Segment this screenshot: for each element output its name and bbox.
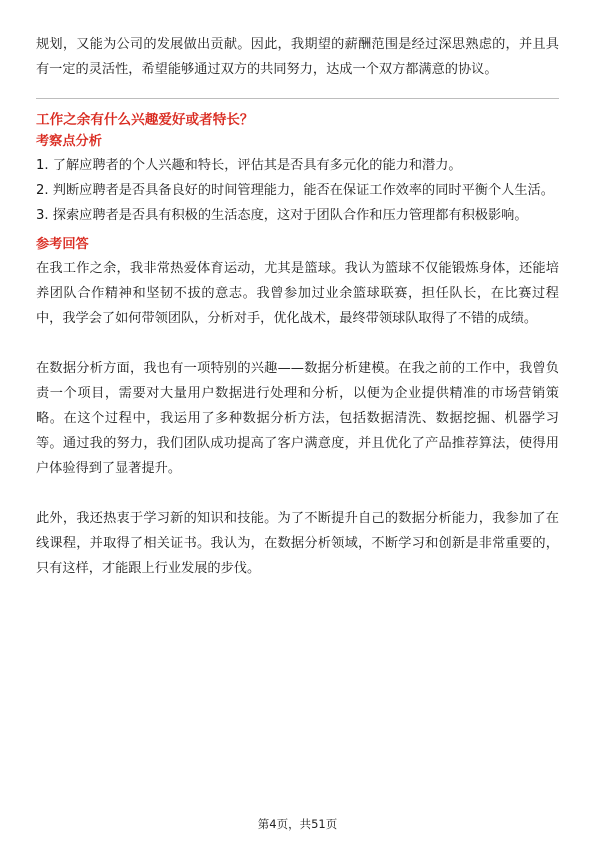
analysis-item: 2. 判断应聘者是否具备良好的时间管理能力，能否在保证工作效率的同时平衡个人生活。: [36, 183, 554, 198]
question-title: 工作之余有什么兴趣爱好或者特长？: [36, 112, 254, 128]
answer-paragraph: 在我工作之余，我非常热爱体育运动，尤其是篮球。我认为篮球不仅能锻炼身体，还能培养团队合作精神和坚韧不拔的意志。我曾参加过业余篮球联赛，担任队长，在比赛过程中，我学会了如何带领团队，分析对手，优化战术，最终带领球队取得了不错的成绩。: [36, 261, 559, 326]
answer-label: 参考回答: [36, 237, 89, 252]
analysis-list: [36, 153, 559, 228]
analysis-item: 1. 了解应聘者的个人兴趣和特长，评估其是否具有多元化的能力和潜力。: [36, 158, 462, 173]
page-number: 第4页，共51页: [257, 817, 338, 831]
analysis-label: 考察点分析: [36, 134, 102, 149]
answer-paragraph: 在数据分析方面，我也有一项特别的兴趣——数据分析建模。在我之前的工作中，我曾负责一个项目，需要对大量用户数据进行处理和分析，以便为企业提供精准的市场营销策略。在这个过程中，我运用了多种数据分析方法，包括数据清洗、数据挖掘、机器学习等。通过我的努力，我们团队成功提高了客户满意度，并且优化了产品推荐算法，使得用户体验得到了显著提升。: [36, 361, 559, 476]
paragraph-gap: [36, 331, 559, 356]
page-content: [36, 32, 559, 581]
intro-paragraph: 规划，又能为公司的发展做出贡献。因此，我期望的薪酬范围是经过深思熟虑的，并且具有一定的灵活性，希望能够通过双方的共同努力，达成一个双方都满意的协议。: [36, 37, 559, 77]
answer-paragraph: 此外，我还热衷于学习新的知识和技能。为了不断提升自己的数据分析能力，我参加了在线课程，并取得了相关证书。我认为，在数据分析领域，不断学习和创新是非常重要的，只有这样，才能跟上行业发展的步伐。: [36, 511, 559, 576]
paragraph-gap: [36, 481, 559, 506]
section-divider: [36, 98, 559, 99]
analysis-item: 3. 探索应聘者是否具有积极的生活态度，这对于团队合作和压力管理都有积极影响。: [36, 208, 528, 223]
